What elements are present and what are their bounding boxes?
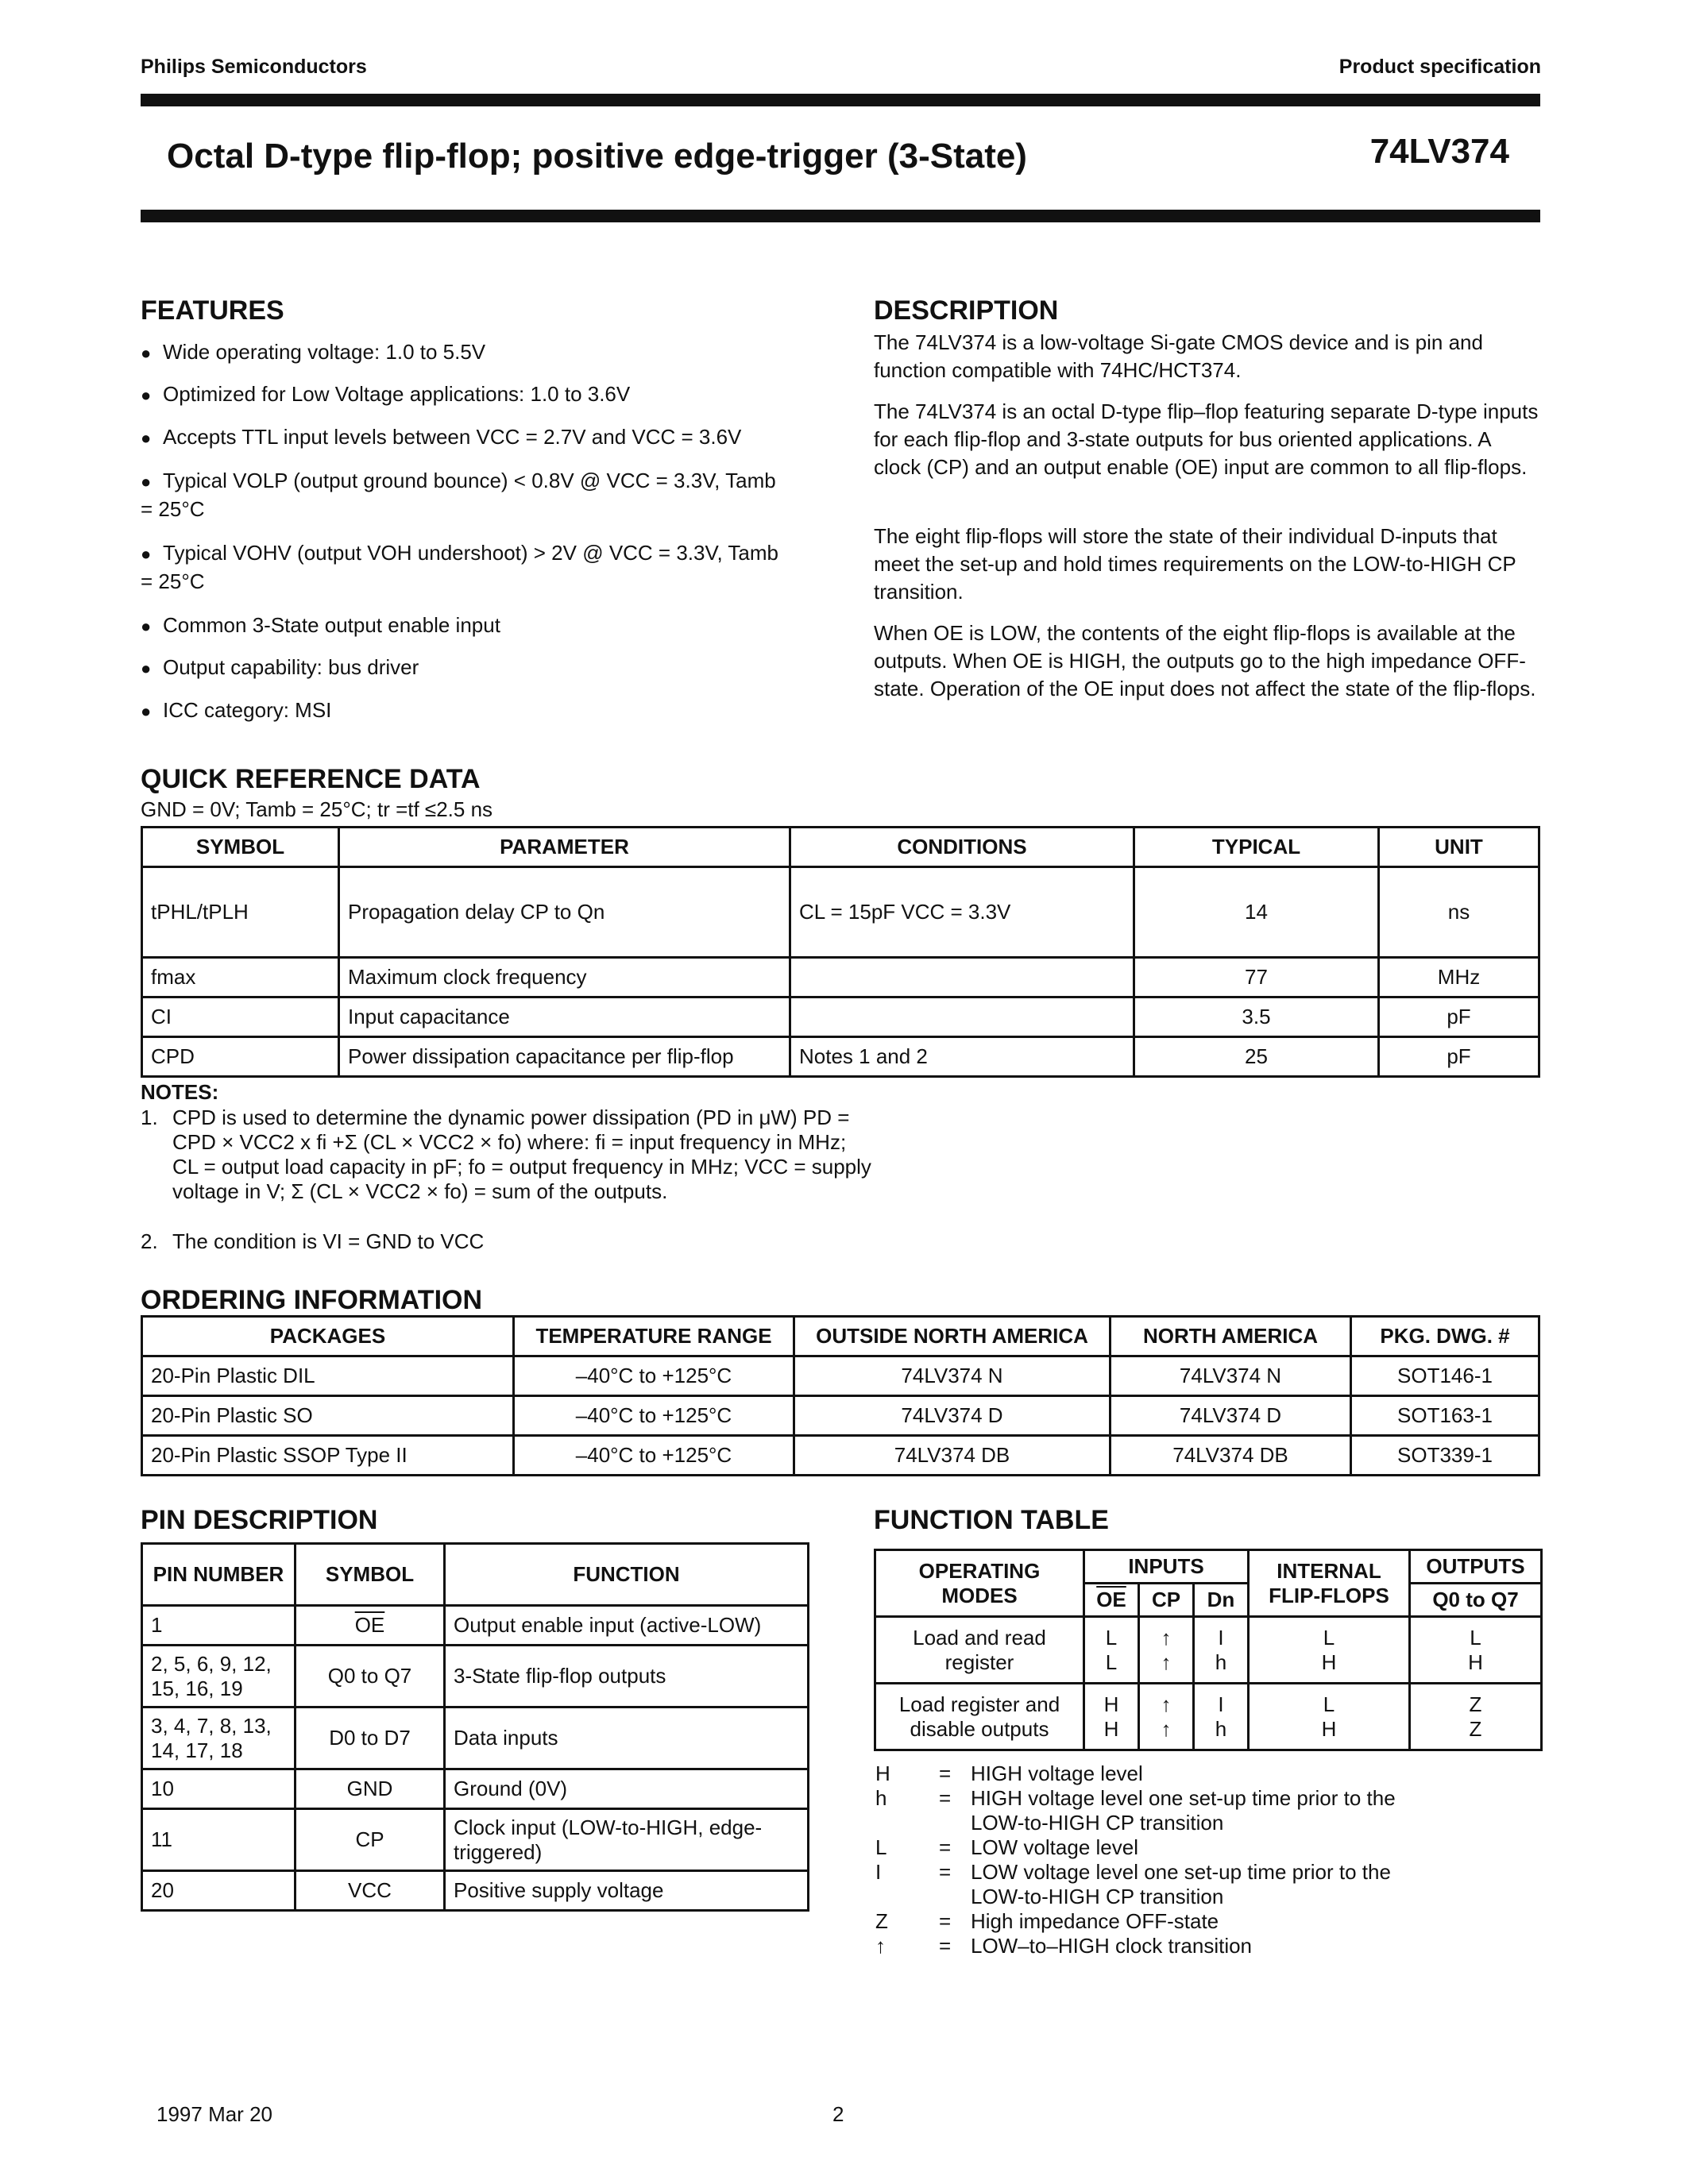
column-header: CONDITIONS — [790, 828, 1134, 867]
description-heading: DESCRIPTION — [874, 295, 1059, 326]
cell-outside-na: 74LV374 D — [794, 1396, 1111, 1436]
cell-conditions — [790, 997, 1134, 1037]
cell-symbol: fmax — [142, 958, 339, 997]
cell-temperature: –40°C to +125°C — [514, 1436, 794, 1476]
ordering-heading: ORDERING INFORMATION — [141, 1285, 483, 1315]
note-2: 2. The condition is VI = GND to VCC — [141, 1229, 485, 1253]
column-header: PKG. DWG. # — [1351, 1317, 1539, 1356]
column-header: TEMPERATURE RANGE — [514, 1317, 794, 1356]
cell-pkg-dwg: SOT146-1 — [1351, 1356, 1539, 1396]
column-header: FUNCTION — [445, 1544, 809, 1606]
function-table — [874, 1549, 1543, 1751]
table-row — [142, 1606, 809, 1646]
table-row — [142, 1396, 1539, 1436]
cell-symbol: CI — [142, 997, 339, 1037]
bullet-icon: ● — [141, 385, 152, 405]
cell-output: L H — [1410, 1617, 1542, 1684]
header-bottom-rule — [141, 210, 1540, 222]
cell-outside-na: 74LV374 N — [794, 1356, 1111, 1396]
table-row — [142, 1436, 1539, 1476]
footer-date: 1997 Mar 20 — [156, 2102, 272, 2126]
cell-internal: L H — [1249, 1684, 1410, 1750]
legend-item: h = HIGH voltage level one set-up time prior to the LOW-to-HIGH CP transition — [875, 1786, 1396, 1835]
cell-oe: H H — [1084, 1684, 1139, 1750]
column-header: OPERATING MODES — [875, 1550, 1084, 1617]
feature-item: ● Common 3-State output enable input — [141, 612, 500, 640]
pin-description-table — [141, 1542, 809, 1912]
bullet-icon: ● — [141, 472, 152, 492]
description-paragraph: The 74LV374 is an octal D-type flip–flop featuring separate D-type inputs for each flip-flop and 3-state outputs for bus oriented applications. A clock (CP) and an output enable (OE) input are common to all flip-flops. — [874, 399, 1539, 479]
cell-pin-number: 3, 4, 7, 8, 13, 14, 17, 18 — [142, 1707, 295, 1769]
cell-function: Ground (0V) — [445, 1769, 809, 1809]
feature-item: ● Typical VOLP (output ground bounce) < 0.8V @ VCC = 3.3V, Tamb = 25°C — [141, 469, 776, 521]
cell-package: 20-Pin Plastic SO — [142, 1396, 514, 1436]
cell-parameter: Propagation delay CP to Qn — [339, 867, 790, 958]
feature-item: ● Optimized for Low Voltage applications: 1.0 to 3.6V — [141, 380, 630, 409]
cell-function: Data inputs — [445, 1707, 809, 1769]
feature-item: ● Output capability: bus driver — [141, 654, 419, 682]
table-row — [142, 1769, 809, 1809]
cell-symbol: CP — [295, 1809, 445, 1871]
column-header: PIN NUMBER — [142, 1544, 295, 1606]
table-row — [142, 997, 1539, 1037]
cell-parameter: Maximum clock frequency — [339, 958, 790, 997]
column-header: OUTPUTS — [1410, 1550, 1542, 1584]
cell-pin-number: 1 — [142, 1606, 295, 1646]
part-number: 74LV374 — [1369, 132, 1509, 171]
cell-typical: 25 — [1134, 1037, 1379, 1077]
column-header: INTERNAL FLIP-FLOPS — [1249, 1550, 1410, 1617]
table-row — [142, 1809, 809, 1871]
table-row — [142, 1646, 809, 1707]
features-heading: FEATURES — [141, 295, 284, 326]
column-header: Dn — [1194, 1584, 1249, 1617]
cell-unit: pF — [1379, 997, 1539, 1037]
column-header: NORTH AMERICA — [1111, 1317, 1351, 1356]
table-row — [875, 1617, 1542, 1684]
table-row — [875, 1684, 1542, 1750]
column-header: CP — [1139, 1584, 1194, 1617]
cell-conditions: CL = 15pF VCC = 3.3V — [790, 867, 1134, 958]
cell-symbol: VCC — [295, 1871, 445, 1911]
column-header: TYPICAL — [1134, 828, 1379, 867]
cell-dn: I h — [1194, 1617, 1249, 1684]
cell-pkg-dwg: SOT163-1 — [1351, 1396, 1539, 1436]
cell-typical: 77 — [1134, 958, 1379, 997]
cell-temperature: –40°C to +125°C — [514, 1396, 794, 1436]
cell-north-america: 74LV374 N — [1111, 1356, 1351, 1396]
note-1: 1. CPD is used to determine the dynamic power dissipation (PD in μW) PD = CPD × VCC2 x fi +Σ (CL × VCC2 × fo) where: fi = input frequency in MHz; CL = output load capacity in pF; fo = output frequency in MHz; VCC = supply voltage in V; Σ (CL × VCC2 × fo) = sum of the outputs. — [141, 1106, 871, 1203]
page-number: 2 — [832, 2102, 844, 2126]
ordering-table — [141, 1315, 1540, 1476]
quick-reference-table — [141, 826, 1540, 1078]
up-arrow-icon: ↑ — [1161, 1716, 1172, 1741]
cell-parameter: Power dissipation capacitance per flip-flop — [339, 1037, 790, 1077]
legend-item: I = LOW voltage level one set-up time prior to the LOW-to-HIGH CP transition — [875, 1860, 1391, 1908]
legend-item: ↑ = LOW–to–HIGH clock transition — [875, 1934, 1253, 1958]
feature-item: ● Typical VOHV (output VOH undershoot) > 2V @ VCC = 3.3V, Tamb = 25°C — [141, 541, 778, 593]
column-header: PARAMETER — [339, 828, 790, 867]
bullet-icon: ● — [141, 544, 152, 564]
table-row — [142, 1707, 809, 1769]
cell-unit: pF — [1379, 1037, 1539, 1077]
cell-function: Positive supply voltage — [445, 1871, 809, 1911]
function-table-heading: FUNCTION TABLE — [874, 1505, 1109, 1535]
cell-function: Output enable input (active-LOW) — [445, 1606, 809, 1646]
column-header: SYMBOL — [295, 1544, 445, 1606]
column-header: Q0 to Q7 — [1410, 1584, 1542, 1617]
cell-typical: 3.5 — [1134, 997, 1379, 1037]
cell-parameter: Input capacitance — [339, 997, 790, 1037]
column-header: SYMBOL — [142, 828, 339, 867]
cell-north-america: 74LV374 DB — [1111, 1436, 1351, 1476]
description-paragraph: The 74LV374 is a low-voltage Si-gate CMOS device and is pin and function compatible with 74HC/HCT374. — [874, 330, 1483, 382]
cell-symbol: CPD — [142, 1037, 339, 1077]
cell-cp — [1139, 1684, 1194, 1750]
description-paragraph: The eight flip-flops will store the state of their individual D-inputs that meet the set-up and hold times requirements on the LOW-to-HIGH CP transition. — [874, 524, 1516, 604]
up-arrow-icon: ↑ — [875, 1934, 886, 1958]
description-paragraph: When OE is LOW, the contents of the eight flip-flops is available at the outputs. When OE is HIGH, the outputs go to the high impedance OFF-state. Operation of the OE input does not affect the state of the flip-flops. — [874, 621, 1536, 700]
bullet-icon: ● — [141, 701, 152, 721]
table-row — [142, 867, 1539, 958]
cell-symbol: tPHL/tPLH — [142, 867, 339, 958]
cell-pin-number: 2, 5, 6, 9, 12, 15, 16, 19 — [142, 1646, 295, 1707]
bullet-icon: ● — [141, 343, 152, 363]
cell-dn: I h — [1194, 1684, 1249, 1750]
cell-cp — [1139, 1617, 1194, 1684]
cell-unit: ns — [1379, 867, 1539, 958]
cell-function: 3-State flip-flop outputs — [445, 1646, 809, 1707]
cell-outside-na: 74LV374 DB — [794, 1436, 1111, 1476]
cell-symbol: D0 to D7 — [295, 1707, 445, 1769]
cell-function: Clock input (LOW-to-HIGH, edge-triggered) — [445, 1809, 809, 1871]
column-header: $\overline{OE}$ — [1084, 1584, 1139, 1617]
cell-symbol: Q0 to Q7 — [295, 1646, 445, 1707]
table-row — [142, 1356, 1539, 1396]
feature-item: ● Accepts TTL input levels between VCC = 2.7V and VCC = 3.6V — [141, 423, 741, 452]
up-arrow-icon: ↑ — [1161, 1650, 1172, 1674]
cell-internal: L H — [1249, 1617, 1410, 1684]
cell-north-america: 74LV374 D — [1111, 1396, 1351, 1436]
cell-mode: Load and read register — [875, 1617, 1084, 1684]
cell-oe: L L — [1084, 1617, 1139, 1684]
company-name: Philips Semiconductors — [141, 56, 367, 78]
header-top-rule — [141, 94, 1540, 106]
cell-unit: MHz — [1379, 958, 1539, 997]
page-title: Octal D-type flip-flop; positive edge-trigger (3-State) — [167, 137, 1027, 176]
bullet-icon: ● — [141, 658, 152, 678]
document-type: Product specification — [1338, 56, 1541, 78]
legend-item: Z = High impedance OFF-state — [875, 1909, 1219, 1933]
feature-item: ● ICC category: MSI — [141, 696, 331, 725]
column-header: OUTSIDE NORTH AMERICA — [794, 1317, 1111, 1356]
cell-pin-number: 20 — [142, 1871, 295, 1911]
table-row — [142, 1037, 1539, 1077]
quick-reference-conditions: GND = 0V; Tamb = 25°C; tr =tf ≤2.5 ns — [141, 797, 493, 821]
cell-output: Z Z — [1410, 1684, 1542, 1750]
up-arrow-icon: ↑ — [1161, 1625, 1172, 1650]
column-header: INPUTS — [1084, 1550, 1249, 1584]
legend-item: L = LOW voltage level — [875, 1835, 1138, 1859]
table-row — [142, 1871, 809, 1911]
cell-package: 20-Pin Plastic SSOP Type II — [142, 1436, 514, 1476]
cell-temperature: –40°C to +125°C — [514, 1356, 794, 1396]
cell-conditions — [790, 958, 1134, 997]
function-legend — [875, 1761, 1543, 1958]
notes-heading: NOTES: — [141, 1080, 219, 1104]
cell-typical: 14 — [1134, 867, 1379, 958]
cell-conditions: Notes 1 and 2 — [790, 1037, 1134, 1077]
column-header: UNIT — [1379, 828, 1539, 867]
legend-item: H = HIGH voltage level — [875, 1761, 1143, 1785]
cell-pkg-dwg: SOT339-1 — [1351, 1436, 1539, 1476]
bullet-icon: ● — [141, 428, 152, 448]
bullet-icon: ● — [141, 616, 152, 636]
up-arrow-icon: ↑ — [1161, 1692, 1172, 1716]
cell-mode: Load register and disable outputs — [875, 1684, 1084, 1750]
cell-symbol: $\overline{OE}$ — [295, 1606, 445, 1646]
feature-item: ● Wide operating voltage: 1.0 to 5.5V — [141, 338, 485, 367]
column-header: PACKAGES — [142, 1317, 514, 1356]
cell-pin-number: 11 — [142, 1809, 295, 1871]
cell-package: 20-Pin Plastic DIL — [142, 1356, 514, 1396]
quick-reference-heading: QUICK REFERENCE DATA — [141, 764, 481, 794]
cell-symbol: GND — [295, 1769, 445, 1809]
table-row — [142, 958, 1539, 997]
cell-pin-number: 10 — [142, 1769, 295, 1809]
pin-description-heading: PIN DESCRIPTION — [141, 1505, 378, 1535]
